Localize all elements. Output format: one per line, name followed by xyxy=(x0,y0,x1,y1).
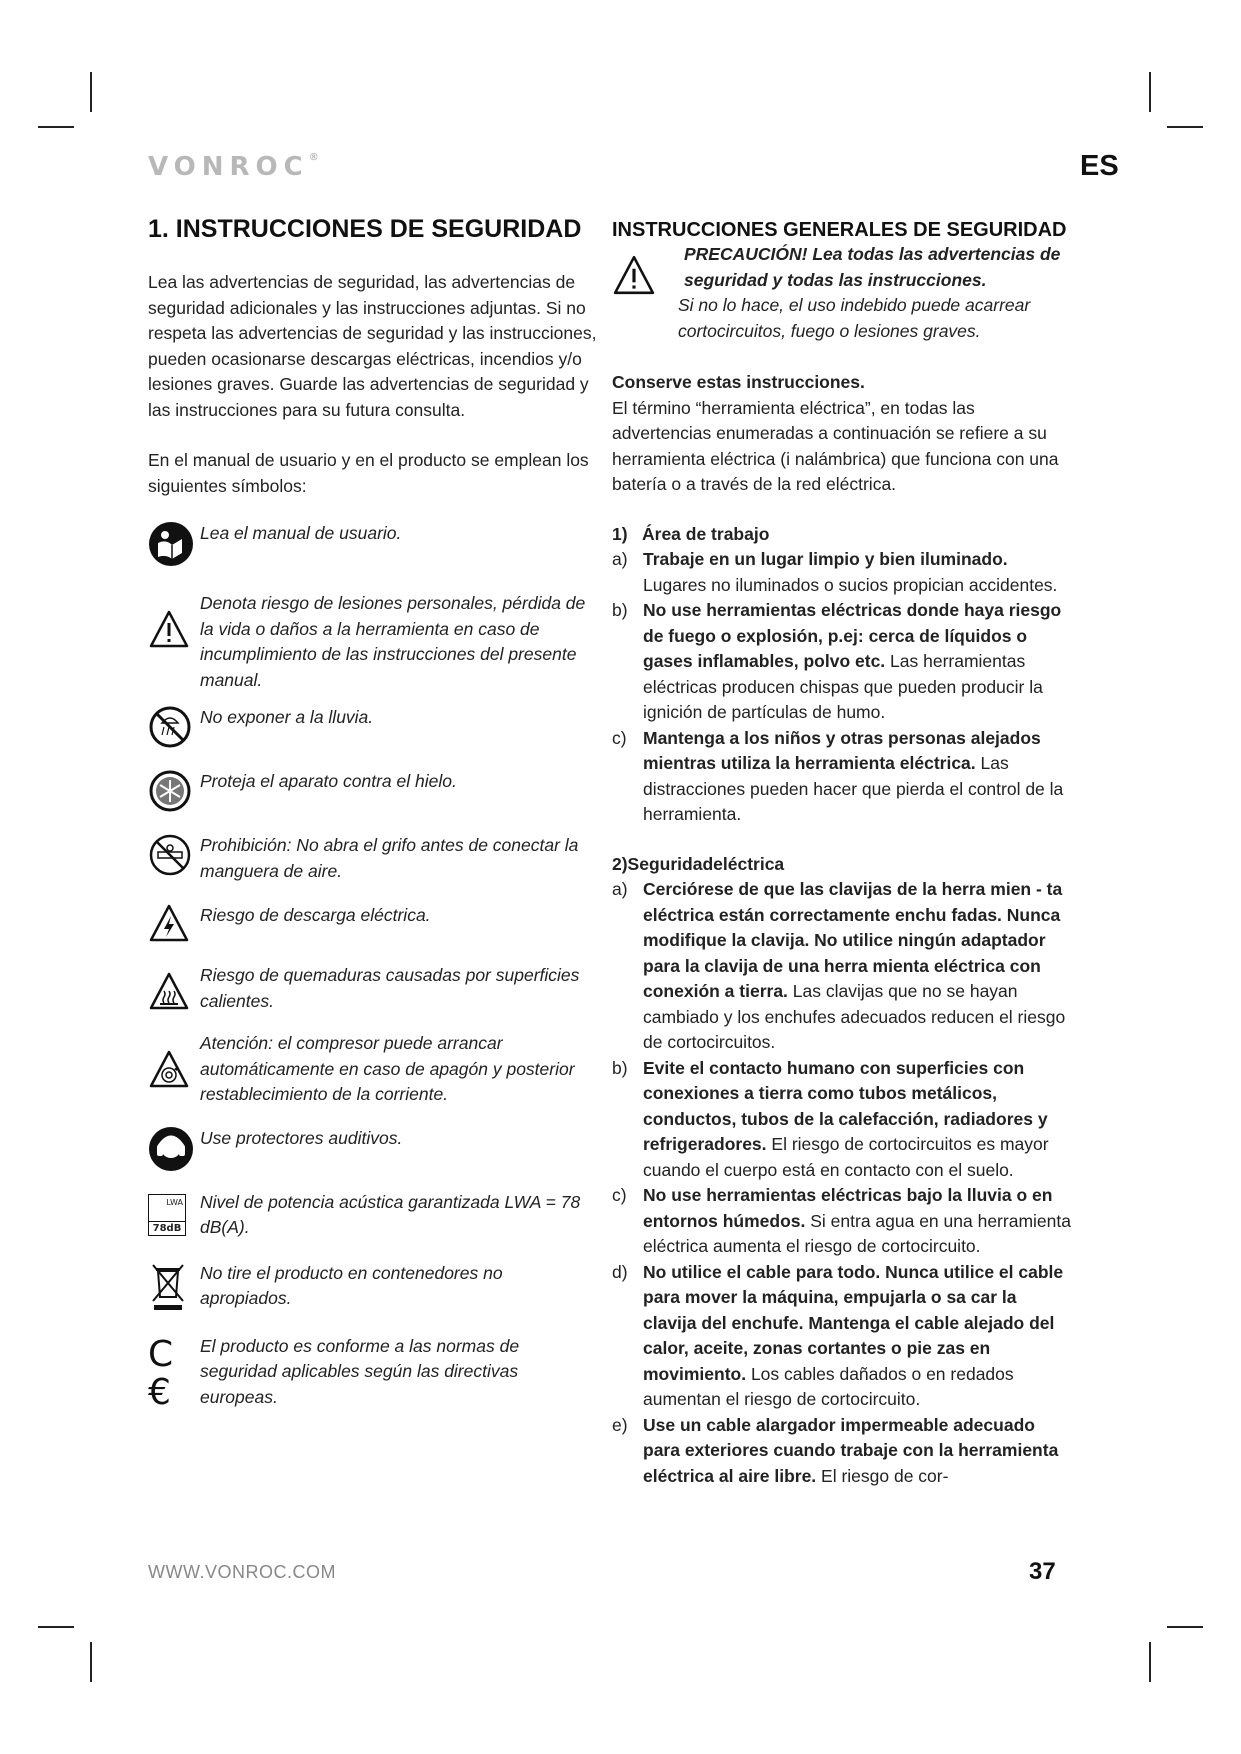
footer-url: WWW.VONROC.COM xyxy=(148,1562,336,1582)
list-item: b) Evite el contacto humano con superficies con conexiones a tierra como tubos metálicos, conductos, tubos de la calefacción, radiadores y refrigeradores. El riesgo de cortocircuitos es mayor cuando el cuerpo está en contacto con el suelo. xyxy=(612,1057,1049,1180)
caution-heading: PRECAUCIÓN! Lea todas las advertencias de seguridad y todas las instrucciones. xyxy=(684,244,1061,290)
crop-mark xyxy=(90,72,92,112)
frost-protect-icon xyxy=(148,769,192,813)
page-number: 37 xyxy=(1029,1558,1056,1585)
symbol-row xyxy=(148,705,598,749)
warning-triangle-icon xyxy=(148,609,190,649)
sound-level-icon: LWA 78dB xyxy=(148,1194,186,1236)
symbol-row xyxy=(148,903,598,943)
symbol-desc: Riesgo de descarga eléctrica. xyxy=(200,905,431,925)
no-rain-icon xyxy=(148,705,192,749)
list-item: d) No utilice el cable para todo. Nunca utilice el cable para mover la máquina, empujarla o sa car la clavija del enchufe. Mantenga el cable alejado del calor, aceite, zonas cortantes o pie zas en movimiento. Los cables dañados o en redados aumentan el riesgo de cortocircuito. xyxy=(612,1261,1064,1409)
symbol-desc: No exponer a la lluvia. xyxy=(200,707,374,727)
weee-bin-icon xyxy=(148,1261,188,1311)
symbol-desc: Denota riesgo de lesiones personales, pérdida de la vida o daños a la herramienta en caso de incumplimiento de las instrucciones del presente manual. xyxy=(200,593,586,690)
symbol-row xyxy=(148,963,598,1014)
keep-instructions-text: El término “herramienta eléctrica”, en todas las advertencias enumeradas a continuación se refiere a su herramienta eléctrica (i nalámbrica) que funciona con una batería o a través de la red eléctrica. xyxy=(612,397,1059,494)
crop-mark xyxy=(1149,1642,1151,1682)
symbol-row xyxy=(148,1031,598,1108)
symbol-desc: Proteja el aparato contra el hielo. xyxy=(200,771,457,791)
hot-surface-icon xyxy=(148,971,190,1011)
symbol-desc: Use protectores auditivos. xyxy=(200,1127,403,1148)
caution-block xyxy=(612,242,1072,344)
symbol-desc: Prohibición: No abra el grifo antes de conectar la manguera de aire. xyxy=(200,835,579,881)
list-item: e) Use un cable alargador impermeable adecuado para exteriores cuando trabaje con la herramienta eléctrica al aire libre. El riesgo de cor- xyxy=(612,1414,1059,1486)
symbol-desc: No tire el producto en contenedores no apropiados. xyxy=(200,1262,503,1308)
list-item: c) Mantenga a los niños y otras personas alejados mientras utiliza la herramienta eléctrica. Las distracciones pueden hacer que pierda el control de la herramienta. xyxy=(612,727,1064,824)
electrical-safety-title: 2)Seguridadeléctrica xyxy=(612,853,785,874)
ear-protection-icon xyxy=(148,1126,194,1172)
right-column xyxy=(612,218,1072,1489)
symbol-row xyxy=(148,1190,598,1241)
warning-triangle-icon xyxy=(612,254,656,296)
symbol-row xyxy=(148,833,598,884)
crop-mark xyxy=(1167,1626,1203,1628)
section-title: 1. INSTRUCCIONES DE SEGURIDAD xyxy=(148,215,582,243)
symbols-intro: En el manual de usuario y en el producto se emplean los siguientes símbolos: xyxy=(148,450,589,496)
list-item: b) No use herramientas eléctricas donde haya riesgo de fuego o explosión, p.ej: cerca de líquidos o gases inflamables, polvo etc. Las herramientas eléctricas producen chispas que pueden producir la ignición de partículas de humo. xyxy=(612,600,1062,722)
list-item: a) Cerciórese de que las clavijas de la herra mien - ta eléctrica están correctamente enchu fadas. Nunca modifique la clavija. No utilice ningún adaptador para la clavija de una herra mienta eléctrica con conexión a tierra. Las clavijas que no se hayan cambiado y los enchufes adecuados reducen el riesgo de cortocircuitos. xyxy=(612,879,1066,1052)
symbol-desc: Riesgo de quemaduras causadas por superficies calientes. xyxy=(200,965,580,1011)
crop-mark xyxy=(38,126,74,128)
crop-mark xyxy=(1167,126,1203,128)
symbol-desc: Nivel de potencia acústica garantizada LWA = 78 dB(A). xyxy=(200,1191,581,1237)
symbol-row xyxy=(148,1126,598,1172)
list-item: c) No use herramientas eléctricas bajo la lluvia o en entornos húmedos. Si entra agua en una herramienta eléctrica aumenta el riesgo de cortocircuito. xyxy=(612,1185,1071,1256)
crop-mark xyxy=(90,1642,92,1682)
work-area-title: 1) Área de trabajo xyxy=(612,523,770,544)
caution-text: Si no lo hace, el uso indebido puede acarrear cortocircuitos, fuego o lesiones graves. xyxy=(678,295,1031,341)
symbol-row xyxy=(148,769,598,813)
list-item: a) Trabaje en un lugar limpio y bien iluminado. Lugares no iluminados o sucios propician accidentes. xyxy=(612,549,1058,595)
symbol-row xyxy=(148,521,598,567)
intro-paragraph: Lea las advertencias de seguridad, las advertencias de seguridad adicionales y las instrucciones adjuntas. Si no respeta las advertencias de seguridad y las instrucciones, pueden ocasionarse descargas eléctricas, incendios y/o lesiones graves. Guarde las advertencias de seguridad y las instrucciones para su futura consulta. xyxy=(148,272,597,420)
symbol-row xyxy=(148,1334,598,1412)
electric-shock-icon xyxy=(148,903,190,943)
symbol-row xyxy=(148,591,598,693)
general-safety-title: INSTRUCCIONES GENERALES DE SEGURIDAD xyxy=(612,219,1067,241)
read-manual-icon xyxy=(148,521,194,567)
auto-start-icon xyxy=(148,1049,190,1089)
ce-mark-icon: C € xyxy=(148,1333,188,1413)
keep-instructions-title: Conserve estas instrucciones. xyxy=(612,372,865,392)
crop-mark xyxy=(1149,72,1151,112)
no-open-valve-icon xyxy=(148,833,192,877)
language-code: ES xyxy=(1080,150,1119,182)
symbol-desc: El producto es conforme a las normas de seguridad aplicables según las directivas europeas. xyxy=(200,1335,520,1407)
symbol-row xyxy=(148,1261,598,1312)
symbol-desc: Atención: el compresor puede arrancar automáticamente en caso de apagón y posterior restablecimiento de la corriente. xyxy=(200,1033,575,1104)
brand-logo: VONROC® xyxy=(148,152,319,182)
symbol-desc: Lea el manual de usuario. xyxy=(200,523,402,543)
left-column xyxy=(148,214,598,1412)
crop-mark xyxy=(38,1626,74,1628)
